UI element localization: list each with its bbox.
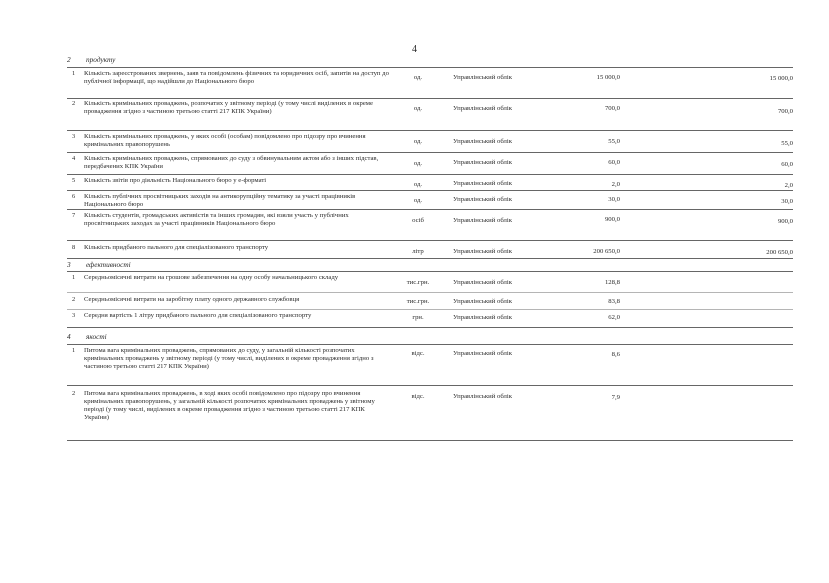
row-value-1: 30,0 (608, 196, 620, 203)
row-number: 2 (72, 296, 76, 303)
row-number: 4 (72, 155, 76, 162)
section-title: продукту (86, 55, 116, 64)
row-value-1: 15 000,0 (596, 74, 620, 81)
row-description: Питома вага кримінальних проваджень, спрямованих до суду, у загальній кількості розпочатих кримінальних проваджень у звітному періоді (у тому числі, виділених в окреме провадження згідно з частиною третьою статті 217 КПК України) (84, 347, 374, 370)
row-value-1: 700,0 (604, 105, 620, 112)
row-value-1: 60,0 (608, 159, 620, 166)
row-number: 1 (72, 274, 76, 281)
row-source: Управлінський облік (453, 105, 513, 112)
row-description: Кількість кримінальних проваджень, розпочатих у звітному періоді (у тому числі виділених в окреме провадження згідно з частиною третьою статті 217 КПК України) (84, 100, 373, 115)
row-value-2: 60,0 (781, 161, 793, 168)
row-unit: од. (413, 160, 423, 167)
row-unit: грн. (412, 314, 424, 321)
row-number: 7 (72, 212, 76, 219)
row-source: Управлінський облік (453, 298, 513, 305)
row-description: Середня вартість 1 літру придбаного пального для спеціалізованого транспорту (84, 312, 312, 319)
divider (67, 344, 793, 345)
divider (67, 271, 793, 272)
row-source: Управлінський облік (453, 217, 513, 224)
row-number: 1 (72, 347, 76, 354)
divider (67, 209, 793, 210)
section-number: 3 (67, 260, 71, 269)
divider (67, 258, 793, 259)
divider (67, 98, 793, 99)
row-value-1: 83,8 (608, 298, 620, 305)
row-description: Кількість публічних просвітницьких заходів на антикорупційну тематику за участі працівників Національного бюро (84, 193, 356, 208)
row-number: 3 (72, 312, 76, 319)
section-title: якості (86, 332, 107, 341)
row-source: Управлінський облік (453, 138, 513, 145)
row-source: Управлінський облік (453, 393, 513, 400)
row-value-1: 200 650,0 (593, 248, 620, 255)
row-unit: од. (413, 105, 423, 112)
row-source: Управлінський облік (453, 159, 513, 166)
row-value-1: 2,0 (611, 181, 620, 188)
row-value-2: 55,0 (781, 140, 793, 147)
row-unit: од. (413, 74, 423, 81)
row-unit: осіб (412, 217, 424, 224)
divider (67, 327, 793, 328)
divider (67, 309, 793, 310)
divider (67, 67, 793, 68)
row-unit: од. (413, 138, 423, 145)
row-number: 6 (72, 193, 76, 200)
row-unit: літр (412, 248, 424, 255)
row-unit: тис.грн. (406, 279, 430, 286)
row-source: Управлінський облік (453, 180, 513, 187)
section-title: ефективності (86, 260, 131, 269)
row-description: Кількість звітів про діяльність Національного бюро у е-форматі (84, 177, 267, 184)
divider (67, 152, 793, 153)
divider (67, 440, 793, 441)
row-value-2: 200 650,0 (766, 249, 793, 256)
divider (67, 130, 793, 131)
row-value-1: 62,0 (608, 314, 620, 321)
section-number: 4 (67, 332, 71, 341)
row-value-2: 700,0 (777, 108, 793, 115)
row-source: Управлінський облік (453, 74, 513, 81)
row-source: Управлінський облік (453, 279, 513, 286)
row-source: Управлінський облік (453, 314, 513, 321)
divider (67, 385, 793, 386)
row-value-2: 900,0 (777, 218, 793, 225)
row-description: Середньомісячні витрати на заробітну плату одного державного службовця (84, 296, 300, 303)
row-value-1: 55,0 (608, 138, 620, 145)
row-value-1: 128,8 (604, 279, 620, 286)
page-number: 4 (412, 44, 417, 55)
divider (67, 240, 793, 241)
row-description: Середньомісячні витрати на грошове забезпечення на одну особу начальницького складу (84, 274, 339, 281)
row-value-2: 30,0 (781, 198, 793, 205)
divider (67, 292, 793, 293)
row-source: Управлінський облік (453, 350, 513, 357)
row-description: Кількість придбаного пального для спеціалізованого транспорту (84, 244, 269, 251)
row-number: 3 (72, 133, 76, 140)
section-number: 2 (67, 55, 71, 64)
row-source: Управлінський облік (453, 248, 513, 255)
row-value-2: 2,0 (784, 182, 793, 189)
row-unit: тис.грн. (406, 298, 430, 305)
row-number: 8 (72, 244, 76, 251)
row-number: 1 (72, 70, 76, 77)
row-value-1: 7,9 (611, 394, 620, 401)
row-description: Кількість зареєстрованих звернень, заяв та повідомлень фізичних та юридичних осіб, запитів на доступ до публічної інформації, що надійшли до Національного бюро (84, 70, 389, 85)
row-number: 2 (72, 390, 76, 397)
row-description: Кількість студентів, громадських активістів та інших громадян, які взяли участь у публічних просвітницьких заходах за участі працівників Національного бюро (84, 212, 349, 227)
row-unit: од. (413, 181, 423, 188)
row-number: 5 (72, 177, 76, 184)
row-number: 2 (72, 100, 76, 107)
row-unit: відс. (411, 393, 425, 400)
row-value-2: 15 000,0 (769, 75, 793, 82)
row-description: Кількість кримінальних проваджень, спрямованих до суду з обвинувальним актом або з інших підстав, передбачених КПК України (84, 155, 379, 170)
row-description: Питома вага кримінальних проваджень, в ході яких особі повідомлено про підозру про вчинення кримінальних правопорушень, у загальній кількості розпочатих кримінальних проваджень у звітному періоді (у тому числі, виділених в окреме провадження згідно з частиною третьою статті 217 КПК України) (84, 390, 375, 421)
row-value-1: 900,0 (604, 216, 620, 223)
divider (67, 174, 793, 175)
row-source: Управлінський облік (453, 196, 513, 203)
row-value-1: 8,6 (611, 351, 620, 358)
row-unit: од. (413, 197, 423, 204)
row-description: Кількість кримінальних проваджень, у яких особі (особам) повідомлено про підозру про вчинення кримінальних правопорушень (84, 133, 366, 148)
divider (67, 190, 793, 191)
row-unit: відс. (411, 350, 425, 357)
